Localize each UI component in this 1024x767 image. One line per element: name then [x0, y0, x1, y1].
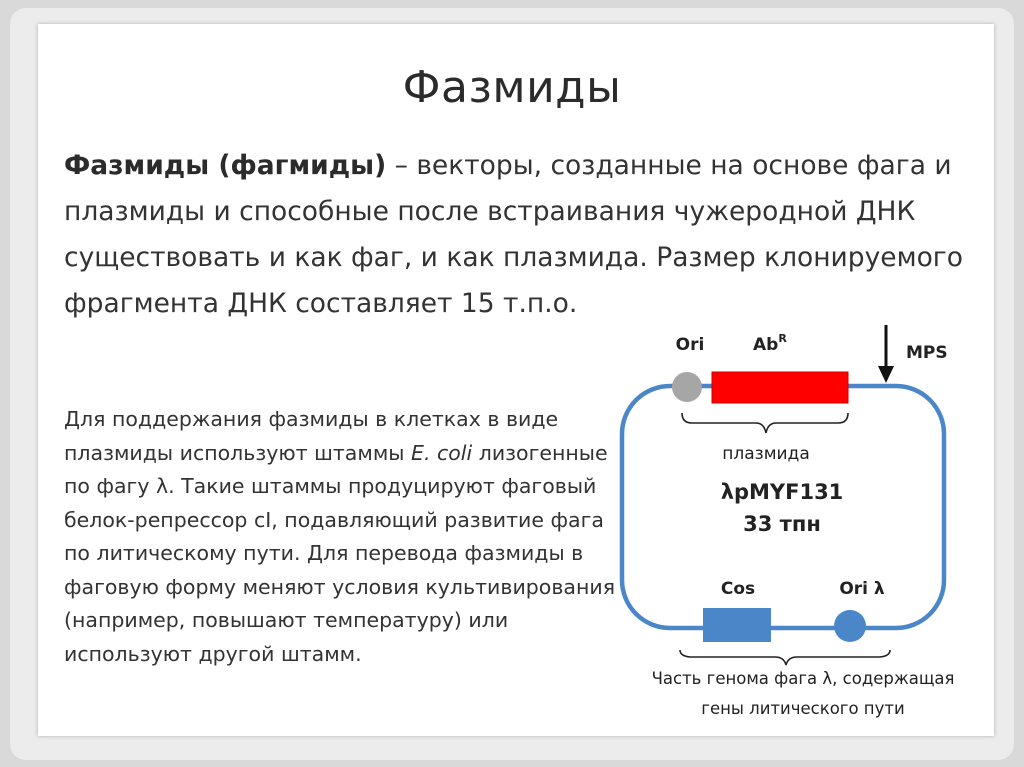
ori-label: Ori — [675, 335, 705, 355]
ori-lambda-marker — [834, 610, 866, 642]
phage-part-line-1: Часть генома фага λ, содержащая — [651, 669, 955, 688]
body-part-1: Для поддержания фазмиды в клетках в виде плазмиды используют штаммы — [64, 407, 559, 465]
ori-lambda-label: Ori λ — [839, 579, 885, 599]
cos-site — [703, 608, 771, 642]
abr-superscript: R — [778, 332, 787, 345]
plasmid-label: плазмида — [722, 444, 810, 464]
slide-title: Фазмиды — [402, 62, 622, 113]
lead-definition: – векторы, созданные на основе фага и плазмиды и способные после встраивания чужеродной ДНК существовать и как фаг, и как плазмида. Размер клонируемого фрагмента ДНК составляет 15 т.п.о. — [64, 150, 963, 319]
plasmid-brace — [682, 413, 848, 433]
mps-arrow-head — [878, 366, 894, 383]
vector-name: λpMYF131 — [720, 480, 844, 504]
abr-label — [753, 332, 787, 355]
vector-size: 33 тпн — [743, 512, 821, 536]
abr-label-text: Ab — [753, 335, 779, 355]
body-part-2: лизогенные по фагу λ. Такие штаммы продуцируют фаговый белок-репрессор cI, подавляющий развитие фага по литическому пути. Для перевода фазмиды в фаговую форму меняют условия культивирования (например, повышают температуру) или используют другой штамм. — [64, 440, 616, 666]
cos-label: Cos — [720, 579, 756, 599]
phage-part-brace — [680, 650, 890, 665]
phage-part-line-2: гены литического пути — [701, 699, 905, 718]
ori-marker — [672, 372, 702, 402]
body-species: E. coli — [411, 440, 473, 465]
lead-term: Фазмиды (фагмиды) — [64, 150, 387, 181]
mps-label: MPS — [906, 343, 948, 363]
abr-gene — [712, 372, 848, 403]
